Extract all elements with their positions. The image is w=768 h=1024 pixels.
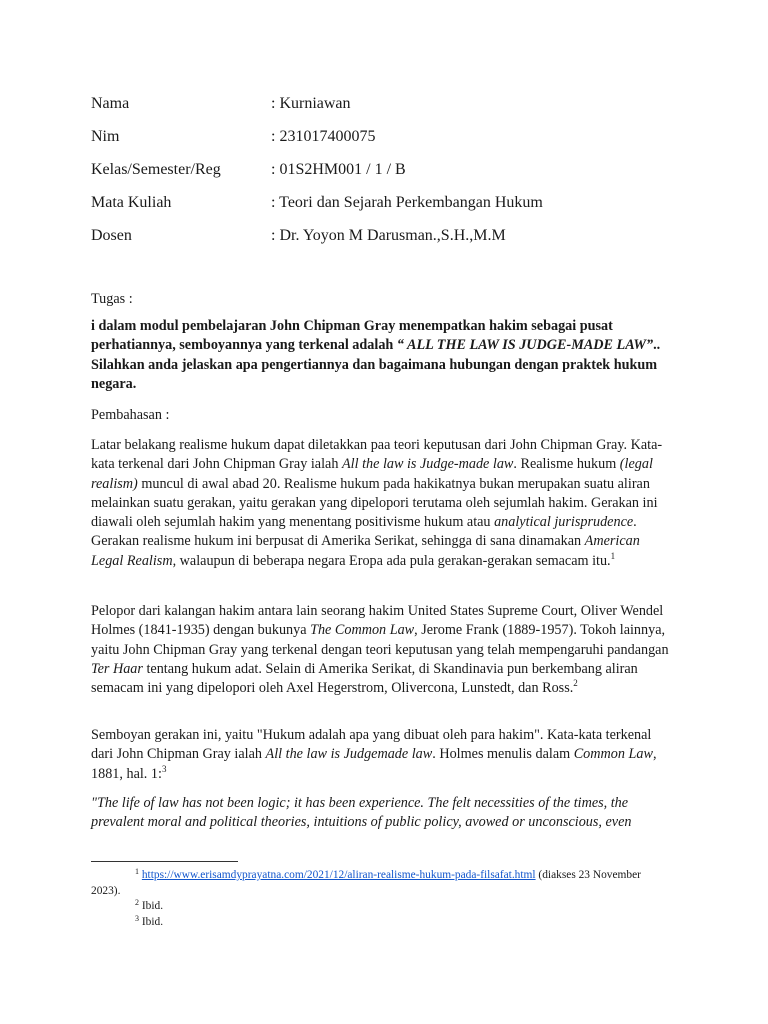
field-label: Nama bbox=[91, 95, 130, 112]
field-value: : Kurniawan bbox=[271, 95, 351, 112]
field-label: Dosen bbox=[91, 227, 132, 244]
footnote-number: 2 bbox=[135, 898, 139, 907]
field-value: : 01S2HM001 / 1 / B bbox=[271, 161, 406, 178]
text-run: . Holmes menulis dalam bbox=[432, 746, 574, 763]
question-motto: “ ALL THE LAW IS JUDGE-MADE LAW” bbox=[396, 337, 654, 354]
italic-run: Ter Haar bbox=[91, 660, 143, 677]
text-run: Latar belakang realisme hukum dapat diletakkan paa teori keputusan dari John Chipman Gray. Kata-kata terkenal dari John Chipman Gray ialah bbox=[91, 437, 663, 473]
footnote-3 bbox=[91, 915, 651, 931]
footnote-number: 3 bbox=[135, 913, 139, 923]
text-run: , Jerome Frank (1889-1957). Tokoh lainnya, yaitu John Chipman Gray yang terkenal dengan teori keputusan yang telah mempengaruhi pandangan bbox=[91, 622, 669, 658]
footnote-separator bbox=[91, 861, 238, 862]
text-run: tentang hukum adat. Selain di Amerika Serikat, di Skandinavia pun berkembang aliran semacam ini yang dipelopori oleh Axel Hegerstrom, Olivercona, Lunstedt, dan Ross. bbox=[91, 660, 638, 697]
holmes-quote: "The life of law has not been logic; it has been experience. The felt necessities of the times, the prevalent moral and political theories, intuitions of public policy, avowed or unconscious, even bbox=[91, 795, 632, 831]
field-label: Kelas/Semester/Reg bbox=[91, 161, 221, 178]
text-run: muncul di awal abad 20. Realisme hukum pada hakikatnya bukan merupakan suatu aliran melainkan suatu gerakan, yaitu gerakan yang dipelopori terutama oleh sejumlah hakim. Gerakan ini diawali oleh sejumlah hakim yang menentang positivisme hukum atau bbox=[91, 475, 658, 531]
italic-run: All the law is Judgemade law bbox=[265, 746, 433, 763]
task-question bbox=[91, 317, 671, 394]
footnote-2 bbox=[91, 899, 651, 915]
text-run: Semboyan gerakan ini, yaitu "Hukum adalah apa yang dibuat oleh para hakim". Kata-kata terkenal dari John Chipman Gray ialah bbox=[91, 727, 652, 763]
field-label: Mata Kuliah bbox=[91, 194, 172, 211]
text-run: , walaupun di beberapa negara Eropa ada pula gerakan-gerakan semacam itu. bbox=[172, 552, 611, 569]
footnote-link[interactable]: https://www.erisamdyprayatna.com/2021/12/aliran-realisme-hukum-pada-filsafat.html bbox=[141, 869, 536, 881]
footnote-1 bbox=[91, 868, 651, 899]
footnotes bbox=[91, 868, 651, 930]
task-label: Tugas : bbox=[91, 291, 133, 307]
italic-run: analytical jurisprudence bbox=[494, 514, 634, 531]
paragraph-1 bbox=[91, 436, 671, 571]
footnote-text: Ibid. bbox=[139, 900, 164, 912]
discussion-label: Pembahasan : bbox=[91, 407, 170, 423]
footnote-ref-1[interactable]: 1 bbox=[610, 550, 616, 561]
italic-run: American Legal Realism bbox=[91, 533, 640, 569]
footnote-text: (diakses 23 November 2023). bbox=[91, 869, 641, 897]
field-label: Nim bbox=[91, 128, 120, 145]
footnote-ref-2[interactable]: 2 bbox=[573, 678, 578, 689]
question-text-end: .. Silahkan anda jelaskan apa pengertiannya dan bagaimana hubungan dengan praktek hukum negara. bbox=[91, 337, 661, 392]
italic-run: Common Law bbox=[573, 746, 653, 763]
paragraph-2 bbox=[91, 602, 671, 698]
field-value: : 231017400075 bbox=[271, 128, 376, 145]
text-run: Pelopor dari kalangan hakim antara lain seorang hakim United States Supreme Court, Oliver Wendel Holmes (1841-1935) dengan bukunya bbox=[91, 603, 664, 639]
footnote-ref-3[interactable]: 3 bbox=[161, 763, 167, 774]
field-value: : Teori dan Sejarah Perkembangan Hukum bbox=[271, 194, 543, 211]
footnote-number: 1 bbox=[135, 867, 139, 876]
italic-run: (legal realism) bbox=[91, 456, 653, 492]
text-run: . Gerakan realisme hukum ini berpusat di Amerika Serikat, sehingga di sana dinamakan bbox=[91, 514, 637, 550]
field-value: : Dr. Yoyon M Darusman.,S.H.,M.M bbox=[271, 227, 506, 244]
text-run: . Realisme hukum bbox=[513, 456, 620, 473]
question-text: i dalam modul pembelajaran John Chipman Gray menempatkan hakim sebagai pusat perhatiannya, semboyannya yang terkenal adalah bbox=[91, 318, 613, 354]
italic-run: All the law is Judge-made law bbox=[341, 456, 514, 473]
text-run: , 1881, hal. 1: bbox=[91, 746, 657, 782]
paragraph-3 bbox=[91, 726, 671, 784]
footnote-text: Ibid. bbox=[139, 915, 164, 928]
italic-run: The Common Law bbox=[310, 622, 415, 639]
